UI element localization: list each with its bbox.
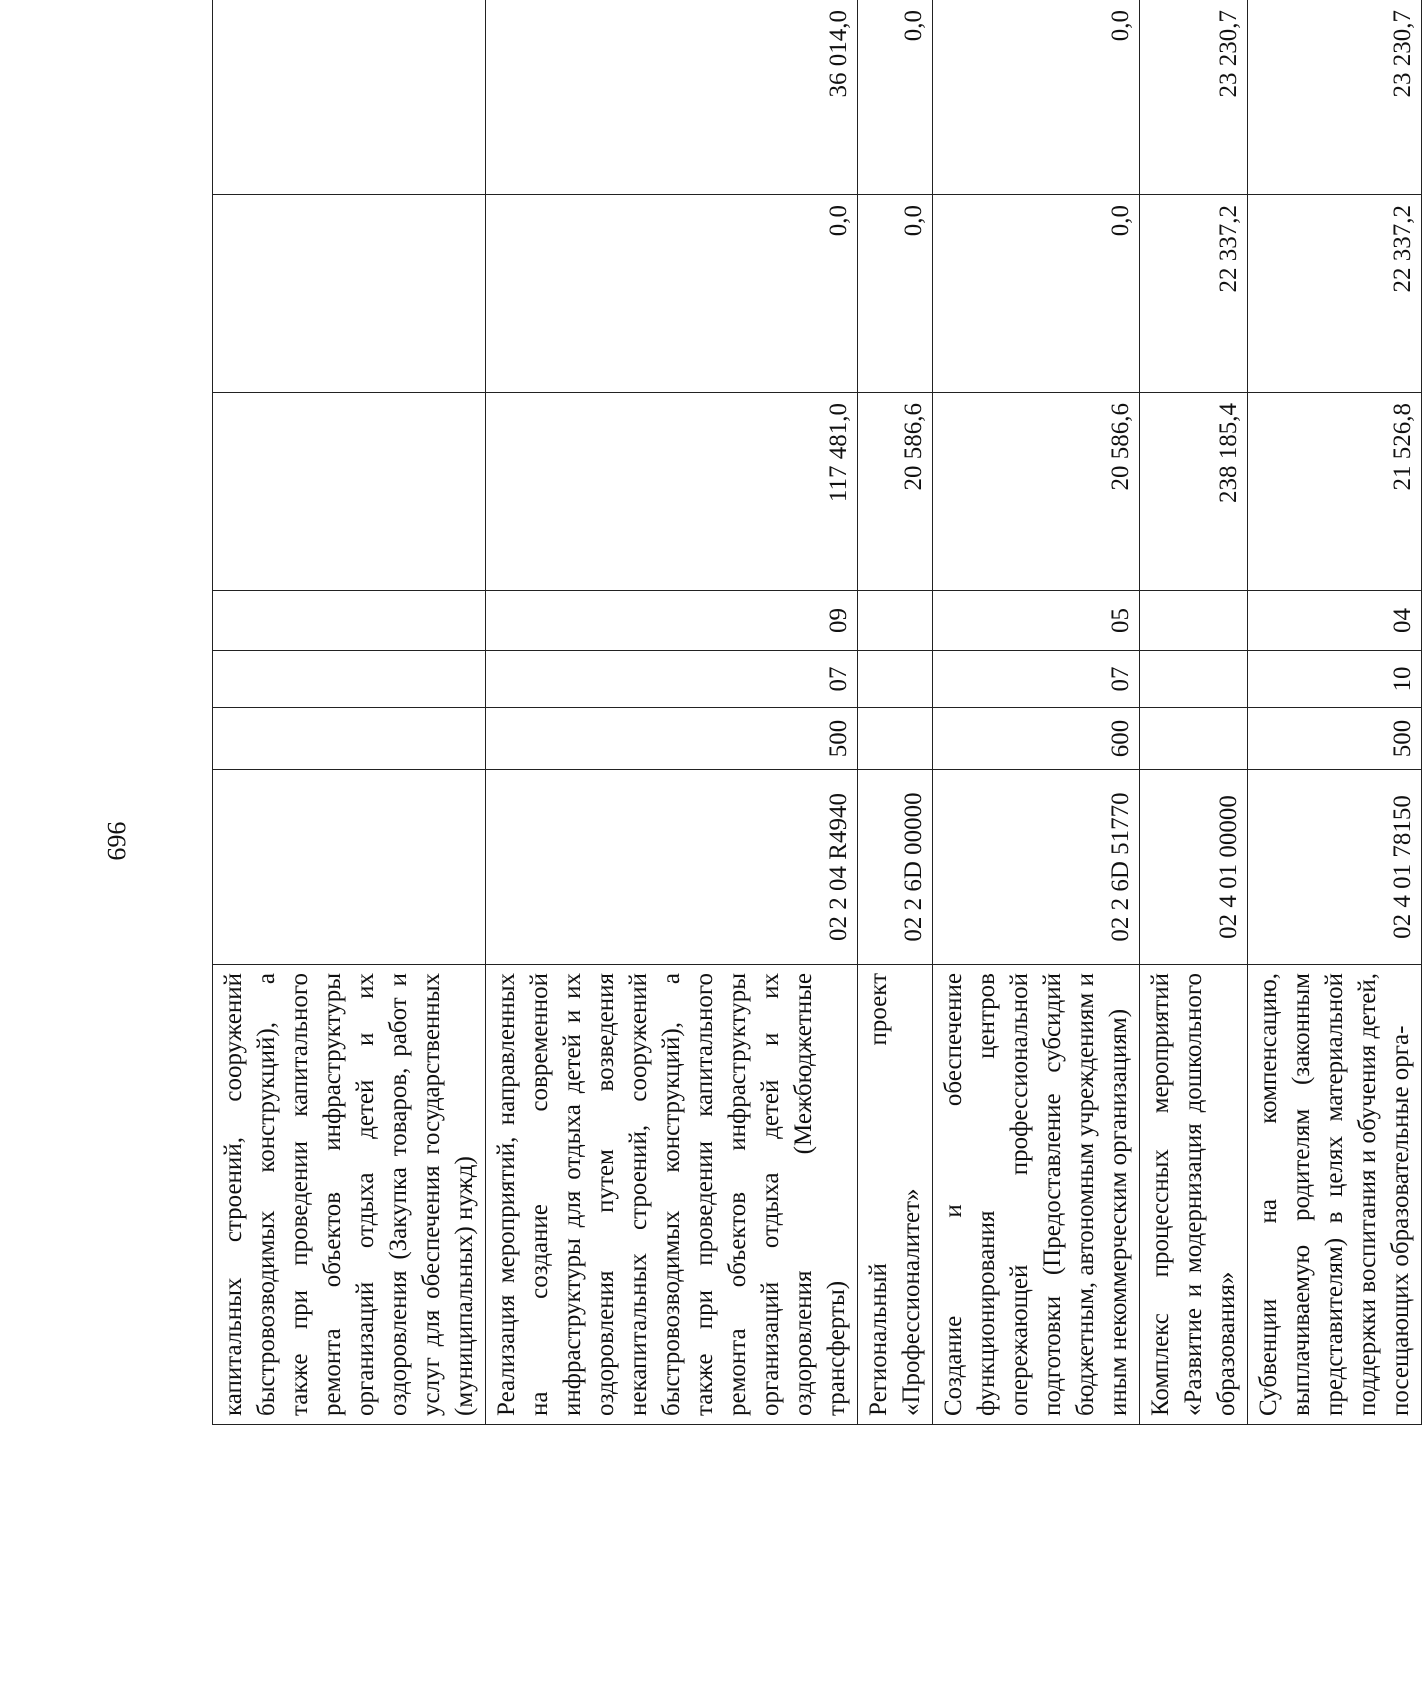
cell-sum1: 238 185,4 — [1140, 393, 1248, 591]
row-name: Комплекс процессных мероприятий «Развитие и модернизация дошкольного образования» — [1140, 965, 1248, 1425]
cell-vr: 500 — [1248, 708, 1422, 770]
cell-sum1: 117 481,0 — [486, 393, 858, 591]
cell-sum3: 23 230,7 — [1140, 0, 1248, 195]
cell-sum2: 0,0 — [858, 195, 933, 393]
cell-rz: 10 — [1248, 651, 1422, 708]
table-row — [1140, 0, 1248, 1425]
cell-sum2 — [213, 195, 486, 393]
cell-rz: 07 — [486, 651, 858, 708]
cell-sum2: 22 337,2 — [1248, 195, 1422, 393]
table-row — [213, 0, 486, 1425]
cell-kcsr: 02 4 01 00000 — [1140, 770, 1248, 965]
cell-kcsr — [213, 770, 486, 965]
cell-sum3: 36 014,0 — [486, 0, 858, 195]
cell-sum3 — [213, 0, 486, 195]
cell-sum3: 0,0 — [933, 0, 1140, 195]
cell-pr — [1140, 591, 1248, 651]
table-row — [1248, 0, 1422, 1425]
cell-sum2: 0,0 — [486, 195, 858, 393]
rotated-table-wrapper — [212, 0, 1416, 1425]
cell-sum1: 20 586,6 — [933, 393, 1140, 591]
row-name: капитальных строений, сооружений быстровозводимых конструкций), а также при проведении капитального ремонта объектов инфраструктуры организаций отдыха детей и их оздоровления (Закупка товаров, работ и услуг для обеспечения государственных (муниципальных) нужд) — [213, 965, 486, 1425]
cell-pr — [213, 591, 486, 651]
cell-vr: 500 — [486, 708, 858, 770]
table-row — [933, 0, 1140, 1425]
cell-rz — [858, 651, 933, 708]
cell-sum2: 22 337,2 — [1140, 195, 1248, 393]
cell-kcsr: 02 4 01 78150 — [1248, 770, 1422, 965]
table-row — [858, 0, 933, 1425]
cell-sum1 — [213, 393, 486, 591]
cell-pr: 04 — [1248, 591, 1422, 651]
table-row — [486, 0, 858, 1425]
cell-pr: 05 — [933, 591, 1140, 651]
cell-sum3: 0,0 — [858, 0, 933, 195]
cell-sum1: 20 586,6 — [858, 393, 933, 591]
cell-rz: 07 — [933, 651, 1140, 708]
cell-vr — [1140, 708, 1248, 770]
row-name: Субвенции на компенсацию, выплачиваемую родителям (законным представителям) в целях материальной поддержки воспитания и обучения детей, посещающих образовательные орга- — [1248, 965, 1422, 1425]
row-name: Реализация мероприятий, направленных на создание современной инфраструктуры для отдыха детей и их оздоровления путем возведения некапитальных строений, сооружений быстровозводимых конструкций), а также при проведении капитального ремонта объектов инфраструктуры организаций отдыха детей и их оздоровления (Межбюджетные трансферты) — [486, 965, 858, 1425]
cell-pr — [858, 591, 933, 651]
row-name: Региональный проект «Профессионалитет» — [858, 965, 933, 1425]
cell-vr — [213, 708, 486, 770]
cell-pr: 09 — [486, 591, 858, 651]
row-name: Создание и обеспечение функционирования центров опережающей профессиональной подготовки (Предоставление субсидий бюджетным, автономным учреждениям и иным некоммерческим организациям) — [933, 965, 1140, 1425]
cell-rz — [1140, 651, 1248, 708]
cell-sum2: 0,0 — [933, 195, 1140, 393]
cell-vr: 600 — [933, 708, 1140, 770]
cell-kcsr: 02 2 6D 51770 — [933, 770, 1140, 965]
cell-sum1: 21 526,8 — [1248, 393, 1422, 591]
budget-table — [212, 0, 1422, 1425]
page-number: 969 — [102, 821, 131, 861]
cell-kcsr: 02 2 6D 00000 — [858, 770, 933, 965]
cell-rz — [213, 651, 486, 708]
cell-vr — [858, 708, 933, 770]
cell-sum3: 23 230,7 — [1248, 0, 1422, 195]
cell-kcsr: 02 2 04 R4940 — [486, 770, 858, 965]
